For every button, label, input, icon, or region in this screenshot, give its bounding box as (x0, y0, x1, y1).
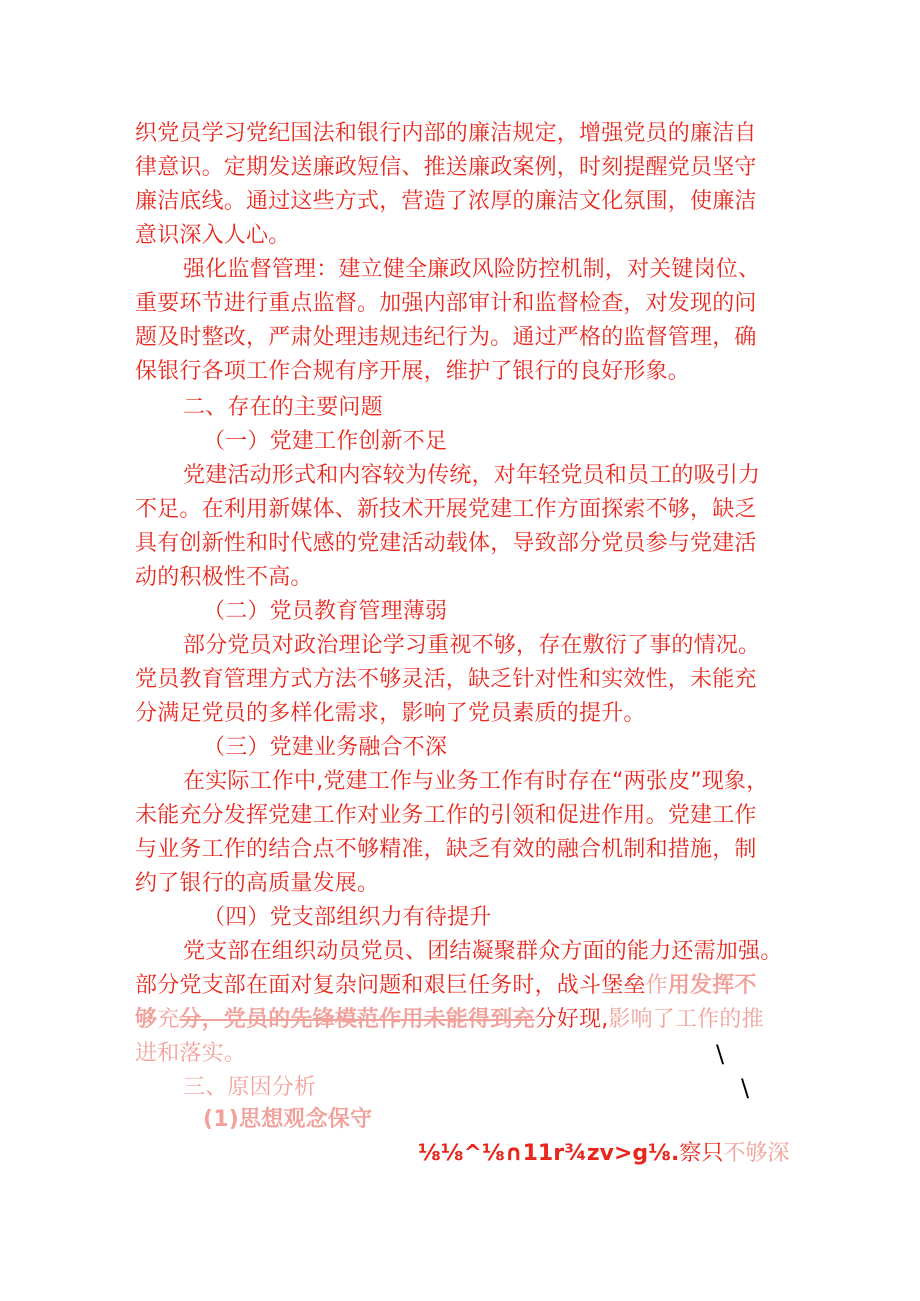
paragraph-1-line-1: 织党员学习党纪国法和银行内部的廉洁规定，增强党员的廉洁自 (135, 121, 757, 146)
sub-4-line-1: 党支部在组织动员党员、团结凝聚群众方面的能力还需加强。 (183, 939, 783, 964)
stray-mark-1: \ (716, 1040, 725, 1068)
sub-4-line-2 (135, 969, 757, 1003)
paragraph-2-line-2: 重要环节进行重点监督。加强内部审计和监督检查，对发现的问 (135, 291, 757, 316)
subheading-4: （四）党支部组织力有待提升 (203, 905, 492, 930)
sub-4-line-3-part-b: 充 (157, 1007, 180, 1032)
sub-4-line-3 (135, 1003, 764, 1037)
sub-4-line-3-part-d: 分好现, (534, 1007, 609, 1032)
sub-2-line-2: 党员教育管理方式方法不够灵活，缺乏针对性和实效性，未能充 (135, 667, 757, 692)
sub-3-line-1: 在实际工作中,党建工作与业务工作有时存在“两张皮”现象， (183, 769, 769, 794)
paragraph-2-line-3: 题及时整改，严肃处理违规违纪行为。通过严格的监督管理，确 (135, 325, 757, 350)
subheading-5: (1)思想观念保守 (203, 1107, 373, 1132)
sub-4-line-2-part-c: 用发挥不 (667, 973, 757, 998)
sub-1-line-2: 不足。在利用新媒体、新技术开展党建工作方面探索不够，缺乏 (135, 497, 757, 522)
sub-4-line-4: 进和落实。 (135, 1041, 247, 1066)
section-heading-problems: 二、存在的主要问题 (183, 395, 383, 420)
garbled-text-line (418, 1137, 789, 1171)
sub-2-line-3: 分满足党员的多样化需求，影响了党员素质的提升。 (135, 701, 646, 726)
sub-4-line-2-part-b: 作 (645, 973, 668, 998)
stray-mark-2: \ (741, 1074, 750, 1102)
garbled-text-part-2: 察只 (679, 1141, 724, 1166)
sub-4-line-2-part-a: 部分党支部在面对复杂问题和艰巨任务时，战斗堡垒 (135, 973, 646, 998)
sub-1-line-1: 党建活动形式和内容较为传统，对年轻党员和员工的吸引力 (183, 463, 761, 488)
garbled-text-part-1: ⅛⅛^⅛∩11r¾zv>g⅛. (418, 1141, 680, 1166)
subheading-3: （三）党建业务融合不深 (203, 735, 448, 760)
paragraph-1-line-4: 意识深入人心。 (135, 223, 291, 248)
sub-4-line-3-part-a: 够 (135, 1007, 158, 1032)
garbled-text-part-3: 不够深 (723, 1141, 790, 1166)
paragraph-2-line-4: 保银行各项工作合规有序开展，维护了银行的良好形象。 (135, 359, 691, 384)
paragraph-1-line-2: 律意识。定期发送廉政短信、推送廉政案例，时刻提醒党员坚守 (135, 155, 757, 180)
sub-4-line-3-part-c: 分，党员的先锋模范作用未能得到充 (179, 1007, 535, 1032)
paragraph-1-line-3: 廉洁底线。通过这些方式，营造了浓厚的廉洁文化氛围，使廉洁 (135, 189, 757, 214)
sub-3-line-2: 未能充分发挥党建工作对业务工作的引领和促进作用。党建工作 (135, 803, 757, 828)
sub-1-line-3: 具有创新性和时代感的党建活动载体，导致部分党员参与党建活 (135, 531, 757, 556)
subheading-2: （二）党员教育管理薄弱 (203, 599, 448, 624)
section-heading-causes: 三、原因分析 (183, 1075, 317, 1100)
sub-3-line-3: 与业务工作的结合点不够精准，缺乏有效的融合机制和措施，制 (135, 837, 757, 862)
subheading-1: （一）党建工作创新不足 (203, 429, 448, 454)
sub-2-line-1: 部分党员对政治理论学习重视不够，存在敷衍了事的情况。 (183, 633, 761, 658)
sub-1-line-4: 动的积极性不高。 (135, 565, 313, 590)
paragraph-2-line-1: 强化监督管理：建立健全廉政风险防控机制，对关键岗位、 (183, 257, 761, 282)
sub-4-line-3-part-e: 影响了工作的推 (608, 1007, 764, 1032)
sub-3-line-4: 约了银行的高质量发展。 (135, 871, 380, 896)
